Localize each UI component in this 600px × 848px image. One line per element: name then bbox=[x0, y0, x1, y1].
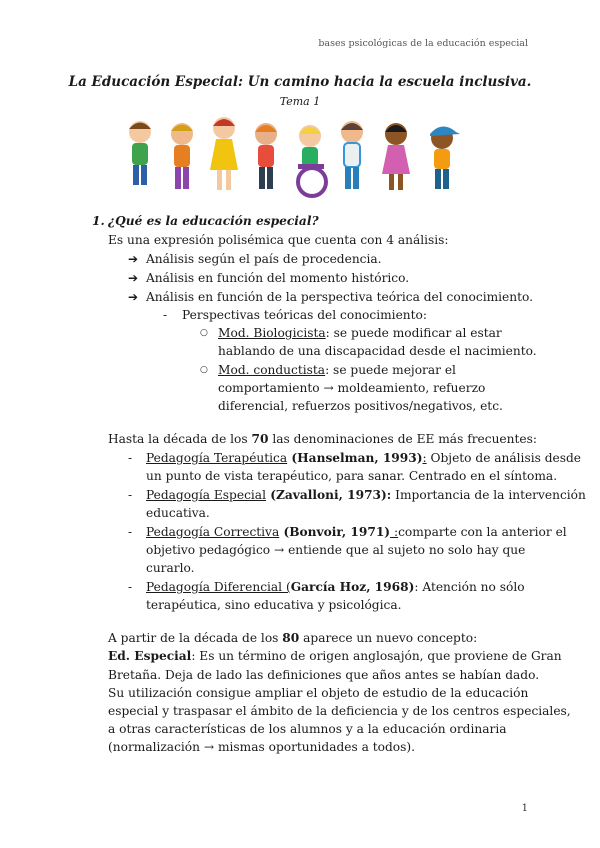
model-biologicista-cont: hablando de una discapacidad desde el nacimiento. bbox=[218, 344, 537, 358]
pedagogia-diferencial-cont: terapéutica, sino educativa y psicológica. bbox=[146, 598, 402, 612]
decade70-intro: Hasta la década de los 70 las denominaciones de EE más frecuentes: bbox=[108, 432, 537, 446]
section-heading: ¿Qué es la educación especial? bbox=[108, 214, 319, 228]
ed-especial-definition: Ed. Especial: Es un término de origen anglosajón, que proviene de Gran bbox=[108, 649, 562, 663]
decade80-intro: A partir de la década de los 80 aparece un nuevo concepto: bbox=[108, 631, 478, 645]
arrow-bullet-icon: ➔ bbox=[128, 271, 139, 285]
page-number: 1 bbox=[521, 803, 528, 814]
pedagogia-especial: Pedagogía Especial (Zavalloni, 1973): Importancia de la intervención bbox=[146, 488, 586, 502]
running-header: bases psicológicas de la educación especial bbox=[318, 38, 528, 49]
page-subtitle: Tema 1 bbox=[279, 95, 321, 108]
section-number: 1. bbox=[92, 214, 105, 228]
paragraph-line: (normalización → mismas oportunidades a todos). bbox=[108, 740, 416, 754]
section-intro: Es una expresión polisémica que cuenta con 4 análisis: bbox=[108, 233, 449, 247]
bullet-item: Análisis según el país de procedencia. bbox=[146, 252, 382, 266]
child-figure-5-wheelchair bbox=[298, 125, 326, 196]
child-figure-3 bbox=[210, 117, 238, 190]
dash-icon: - bbox=[128, 488, 133, 502]
dash-icon: - bbox=[128, 525, 133, 539]
circle-bullet-icon: ○ bbox=[200, 328, 208, 338]
paragraph-line: especial y traspasar el ámbito de la deficiencia y de los centros especiales, bbox=[108, 704, 571, 718]
arrow-bullet-icon: ➔ bbox=[128, 252, 139, 266]
child-figure-8 bbox=[430, 126, 460, 189]
dash-icon: - bbox=[128, 580, 133, 594]
pedagogia-correctiva-cont: objetivo pedagógico → entiende que al sujeto no solo hay que bbox=[146, 543, 526, 557]
pedagogia-correctiva-cont: curarlo. bbox=[146, 561, 195, 575]
model-conductista-cont: diferencial, refuerzos positivos/negativos, etc. bbox=[218, 399, 503, 413]
page-title: La Educación Especial: Un camino hacia la escuela inclusiva. bbox=[68, 74, 532, 90]
pedagogia-terapeutica: Pedagogía Terapéutica (Hanselman, 1993): Objeto de análisis desde bbox=[146, 451, 582, 465]
bullet-item: Análisis en función de la perspectiva teórica del conocimiento. bbox=[146, 290, 534, 304]
dash-icon: - bbox=[128, 451, 133, 465]
child-figure-6 bbox=[341, 121, 363, 189]
pedagogia-especial-cont: educativa. bbox=[146, 506, 210, 520]
child-figure-4 bbox=[255, 123, 277, 189]
model-conductista: Mod. conductista: se puede mejorar el bbox=[218, 363, 456, 377]
dash-item: Perspectivas teóricas del conocimiento: bbox=[182, 308, 427, 322]
paragraph-line: Su utilización consigue ampliar el objeto de estudio de la educación bbox=[108, 686, 529, 700]
paragraph-line: a otras características de los alumnos y a la educación ordinaria bbox=[108, 722, 507, 736]
arrow-bullet-icon: ➔ bbox=[128, 290, 139, 304]
pedagogia-terapeutica-cont: un punto de vista terapéutico, para sanar. Centrado en el síntoma. bbox=[146, 469, 558, 483]
pedagogia-correctiva: Pedagogía Correctiva (Bonvoir, 1971) :comparte con la anterior el bbox=[146, 525, 567, 539]
child-figure-2 bbox=[171, 123, 193, 189]
child-figure-1 bbox=[129, 121, 151, 185]
pedagogia-diferencial: Pedagogía Diferencial (García Hoz, 1968): Atención no sólo bbox=[146, 580, 525, 594]
model-biologicista: Mod. Biologicista: se puede modificar al estar bbox=[218, 326, 502, 340]
model-conductista-cont: comportamiento → moldeamiento, refuerzo bbox=[218, 381, 486, 395]
bullet-item: Análisis en función del momento histórico. bbox=[146, 271, 410, 285]
circle-bullet-icon: ○ bbox=[200, 365, 208, 375]
dash-icon: - bbox=[163, 308, 168, 322]
child-figure-7 bbox=[382, 123, 410, 190]
children-illustration bbox=[120, 112, 480, 202]
paragraph-line: Bretaña. Deja de lado las definiciones que años antes se habían dado. bbox=[108, 668, 540, 682]
